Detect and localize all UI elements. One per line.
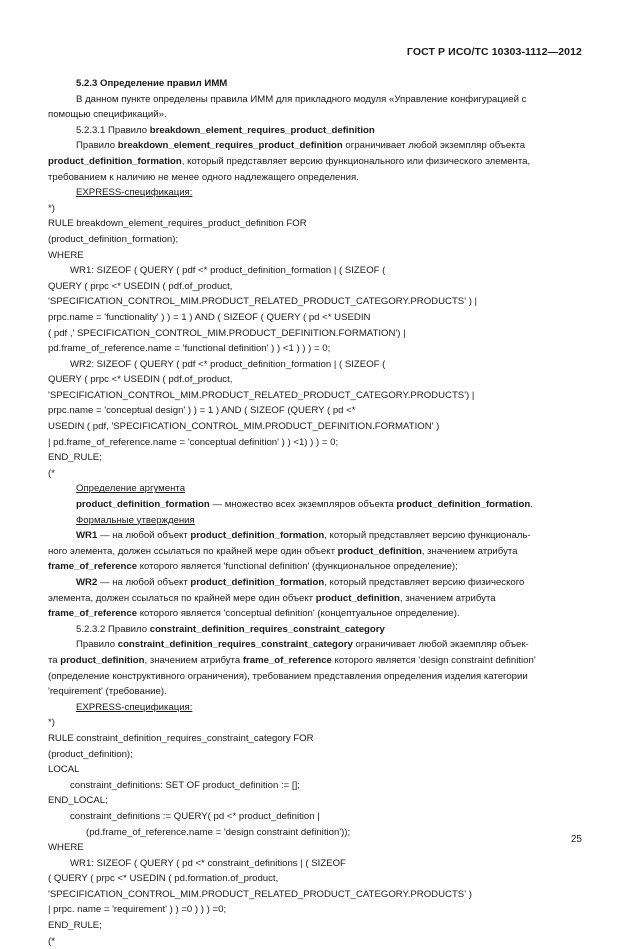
rule1-code-line: WR1: SIZEOF ( QUERY ( pdf <* product_definition_formation | ( SIZEOF ( (70, 265, 386, 277)
rule2-code-line: constraint_definitions := QUERY( pd <* product_definition | (70, 810, 320, 822)
rule1-code-line: QUERY ( prpc <* USEDIN ( pdf.of_product, (48, 280, 233, 292)
rule2-code-line: | prpc. name = 'requirement' ) ) =0 ) ) ) =0; (48, 904, 227, 916)
rule1-code-line: (product_definition_formation); (48, 233, 179, 245)
rule2-code-line: 'SPECIFICATION_CONTROL_MIM.PRODUCT_RELATED_PRODUCT_CATEGORY.PRODUCTS' ) (48, 888, 472, 900)
rule2-desc-line-3: (определение конструктивного ограничения), требованием представления определения изделия категории (48, 670, 528, 682)
rule1-desc-line-1: Правило breakdown_element_requires_product_definition ограничивает любой экземпляр объекта (76, 140, 526, 152)
rule2-code-line: (pd.frame_of_reference.name = 'design constraint definition')); (86, 826, 351, 838)
rule1-code-line: WHERE (48, 249, 84, 261)
rule2-desc-line-1: Правило constraint_definition_requires_constraint_category ограничивает любой экземпляр объек- (76, 639, 529, 651)
rule1-code-line: (* (48, 467, 55, 479)
rule1-code-line: 'SPECIFICATION_CONTROL_MIM.PRODUCT_RELATED_PRODUCT_CATEGORY.PRODUCTS') | (48, 389, 475, 401)
rule1-code-line: USEDIN ( pdf, 'SPECIFICATION_CONTROL_MIM.PRODUCT_DEFINITION.FORMATION' ) (48, 421, 440, 433)
document-header: ГОСТ Р ИСО/ТС 10303-1112—2012 (406, 46, 582, 58)
rule2-desc-line-2: та product_definition, значением атрибута frame_of_reference которого является 'design constraint definition' (48, 654, 536, 666)
rule2-code-line: LOCAL (48, 764, 80, 776)
rule2-code-line: (* (48, 935, 55, 947)
rule2-desc-line-4: 'requirement' (требование). (48, 686, 167, 698)
rule1-desc-line-3: требованием к наличию не менее одного надлежащего определения. (48, 171, 359, 183)
rule1-code-line: *) (48, 202, 55, 214)
rule1-code-line: | pd.frame_of_reference.name = 'conceptual definition' ) ) <1) ) ) = 0; (48, 436, 339, 448)
wr1-line-1: WR1 — на любой объект product_definition_formation, который представляет версию функциональ- (76, 530, 531, 542)
wr1-line-2: ного элемента, должен ссылаться по крайней мере один объект product_definition, значением атрибута (48, 545, 518, 557)
rule1-heading: 5.2.3.1 Правило breakdown_element_requires_product_definition (76, 124, 375, 136)
rule2-code-line: END_RULE; (48, 920, 102, 932)
rule1-code-line: WR2: SIZEOF ( QUERY ( pdf <* product_definition_formation | ( SIZEOF ( (70, 358, 386, 370)
rule1-desc-line-2: product_definition_formation, который представляет версию функционального или физического элемента, (48, 155, 531, 167)
rule1-code-line: END_RULE; (48, 452, 102, 464)
wr2-line-3: frame_of_reference которого является 'conceptual definition' (концептуальное определение). (48, 608, 460, 620)
rule2-heading: 5.2.3.2 Правило constraint_definition_requires_constraint_category (76, 623, 385, 635)
rule1-code-line: prpc.name = 'functionality' ) ) = 1 ) AND ( SIZEOF ( QUERY ( pd <* USEDIN (48, 311, 371, 323)
wr1-line-3: frame_of_reference которого является 'functional definition' (функциональное определение); (48, 561, 458, 573)
rule2-code-line: WR1: SIZEOF ( QUERY ( pd <* constraint_definitions | ( SIZEOF (70, 857, 346, 869)
rule2-code-line: ( QUERY ( prpc <* USEDIN ( pd.formation.of_product, (48, 873, 279, 885)
rule2-code-line: RULE constraint_definition_requires_constraint_category FOR (48, 732, 314, 744)
rule1-express-label: EXPRESS-спецификация: (76, 187, 193, 199)
rule2-express-label: EXPRESS-спецификация: (76, 701, 193, 713)
rule1-code-line: 'SPECIFICATION_CONTROL_MIM.PRODUCT_RELATED_PRODUCT_CATEGORY.PRODUCTS' ) | (48, 296, 478, 308)
section-title: 5.2.3 Определение правил ИММ (76, 78, 228, 89)
rule2-code-line: constraint_definitions: SET OF product_definition := []; (70, 779, 300, 791)
rule2-code-line: (product_definition); (48, 748, 133, 760)
wr2-line-2: элемента, должен ссылаться по крайней мере один объект product_definition, значением атрибута (48, 592, 496, 604)
rule1-code-line: pd.frame_of_reference.name = 'functional definition' ) ) <1 ) ) ) = 0; (48, 343, 331, 355)
wr2-line-1: WR2 — на любой объект product_definition_formation, который представляет версию физического (76, 577, 525, 588)
formal-propositions-title: Формальные утверждения (76, 514, 195, 526)
page-number: 25 (570, 834, 582, 845)
argument-definition-text: product_definition_formation — множество всех экземпляров объекта product_definition_formation. (76, 499, 533, 511)
argument-definition-title: Определение аргумента (76, 483, 186, 495)
rule2-code-line: *) (48, 717, 55, 729)
page-content (48, 76, 588, 949)
rule2-code-line: END_LOCAL; (48, 795, 108, 807)
rule1-code-line: RULE breakdown_element_requires_product_definition FOR (48, 218, 307, 230)
rule1-code-line: prpc.name = 'conceptual design' ) ) = 1 ) AND ( SIZEOF (QUERY ( pd <* (48, 405, 356, 417)
section-intro-line-1: В данном пункте определены правила ИММ для прикладного модуля «Управление конфигурацией с (76, 93, 527, 105)
rule1-code-line: QUERY ( prpc <* USEDIN ( pdf.of_product, (48, 374, 233, 386)
section-intro-line-2: помощью спецификаций». (48, 109, 167, 121)
rule2-code-line: WHERE (48, 842, 84, 854)
rule1-code-line: ( pdf ,' SPECIFICATION_CONTROL_MIM.PRODUCT_DEFINITION.FORMATION') | (48, 327, 406, 339)
